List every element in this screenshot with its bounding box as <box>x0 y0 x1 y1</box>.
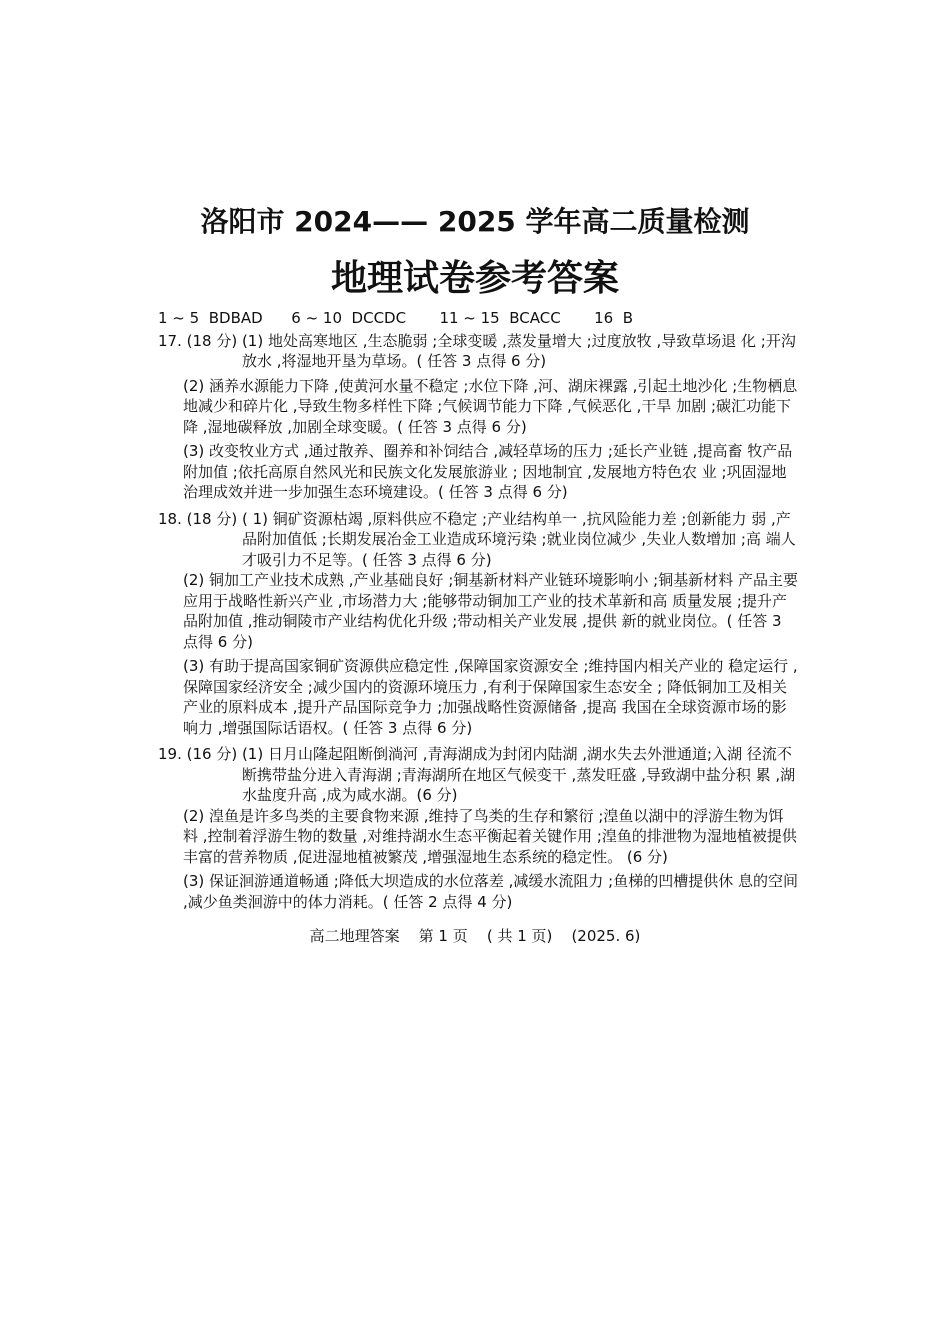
question-19-part-3: (3) 保证洄游通道畅通 ;降低大坝造成的水位落差 ,减缓水流阻力 ;鱼梯的凹槽提供休 息的空间 ,减少鱼类洄游中的体力消耗。( 任答 2 点得 4 分) <box>183 872 798 911</box>
question-17 <box>158 331 798 503</box>
question-number: 18. (18 分) <box>158 509 242 528</box>
answer-text: (1) 地处高寒地区 ,生态脆弱 ;全球变暖 ,蒸发量增大 ;过度放牧 ,导致草场退 化 ;开沟放水 ,将湿地开垦为草场。( 任答 3 点得 6 分) <box>241 331 796 370</box>
question-18-part-1 <box>158 509 798 571</box>
document-title: 地理试卷参考答案 <box>330 258 619 299</box>
question-17-part-1 <box>158 331 798 372</box>
question-17-part-3: (3) 改变牧业方式 ,通过散养、圈养和补饲结合 ,减轻草场的压力 ;延长产业链 ,提高畜 牧产品附加值 ;依托高原自然风光和民族文化发展旅游业 ; 因地制宜 ,发展地方特色农 业 ;巩固湿地治理成效并进一步加强生态环境建设。( 任答 3 点得 6 分) <box>183 442 793 501</box>
question-number: 19. (16 分) <box>158 745 242 763</box>
question-18-part-3: (3) 有助于提高国家铜矿资源供应稳定性 ,保障国家资源安全 ;维持国内相关产业的 稳定运行 ,保障国家经济安全 ;减少国内的资源环境压力 ,有利于保障国家生态安全 ; 降低铜加工及相关产业的原料成本 ,提升产品国际竞争力 ;加强战略性资源储备 ,提高 我国在全球资源市场的影响力 ,增强国际话语权。( 任答 3 点得 6 分) <box>183 657 798 737</box>
answer-text: ( 1) 铜矿资源枯竭 ,原料供应不稳定 ;产业结构单一 ,抗风险能力差 ;创新能力 弱 ,产品附加值低 ;长期发展冶金工业造成环境污染 ;就业岗位减少 ,失业人数增加 ;高 端人才吸引力不足等。( 任答 3 点得 6 分) <box>241 509 796 569</box>
question-19 <box>158 744 798 912</box>
multiple-choice-answers: 1 ~ 5 BDBAD 6 ~ 10 DCCDC 11 ~ 15 BCACC 16 B <box>158 309 633 327</box>
exam-title: 洛阳市 2024—— 2025 学年高二质量检测 <box>200 205 750 238</box>
question-18-part-2: (2) 铜加工产业技术成熟 ,产业基础良好 ;铜基新材料产业链环境影响小 ;铜基新材料 产品主要应用于战略性新兴产业 ,市场潜力大 ;能够带动铜加工产业的技术革新和高 质量发展 ;提升产品附加值 ,推动铜陵市产业结构优化升级 ;带动相关产业发展 ,提供 新的就业岗位。( 任答 3 点得 6 分) <box>183 571 798 651</box>
answer-content <box>158 308 798 912</box>
question-19-part-2: (2) 湟鱼是许多鸟类的主要食物来源 ,维持了鸟类的生存和繁衍 ;湟鱼以湖中的浮游生物为饵料 ,控制着浮游生物的数量 ,对维持湖水生态平衡起着关键作用 ;湟鱼的排泄物为湿地植被提供丰富的营养物质 ,促进湿地植被繁茂 ,增强湿地生态系统的稳定性。 (6 分) <box>183 806 797 866</box>
question-19-part-1 <box>158 744 798 806</box>
question-17-part-2: (2) 涵养水源能力下降 ,使黄河水量不稳定 ;水位下降 ,河、湖床裸露 ,引起土地沙化 ;生物栖息地减少和碎片化 ,导致生物多样性下降 ;气候调节能力下降 ,气候恶化 ,干旱 加剧 ;碳汇功能下降 ,湿地碳释放 ,加剧全球变暖。( 任答 3 点得 6 分) <box>183 376 798 436</box>
answer-text: (1) 日月山隆起阻断倒淌河 ,青海湖成为封闭内陆湖 ,湖水失去外泄通道;入湖 径流不断携带盐分进入青海湖 ;青海湖所在地区气候变干 ,蒸发旺盛 ,导致湖中盐分积 累 ,湖水盐度升高 ,成为咸水湖。(6 分) <box>241 745 796 804</box>
question-number: 17. (18 分) <box>158 331 242 350</box>
page-footer: 高二地理答案 第 1 页 ( 共 1 页) (2025. 6) <box>309 927 641 945</box>
question-18 <box>158 509 798 739</box>
